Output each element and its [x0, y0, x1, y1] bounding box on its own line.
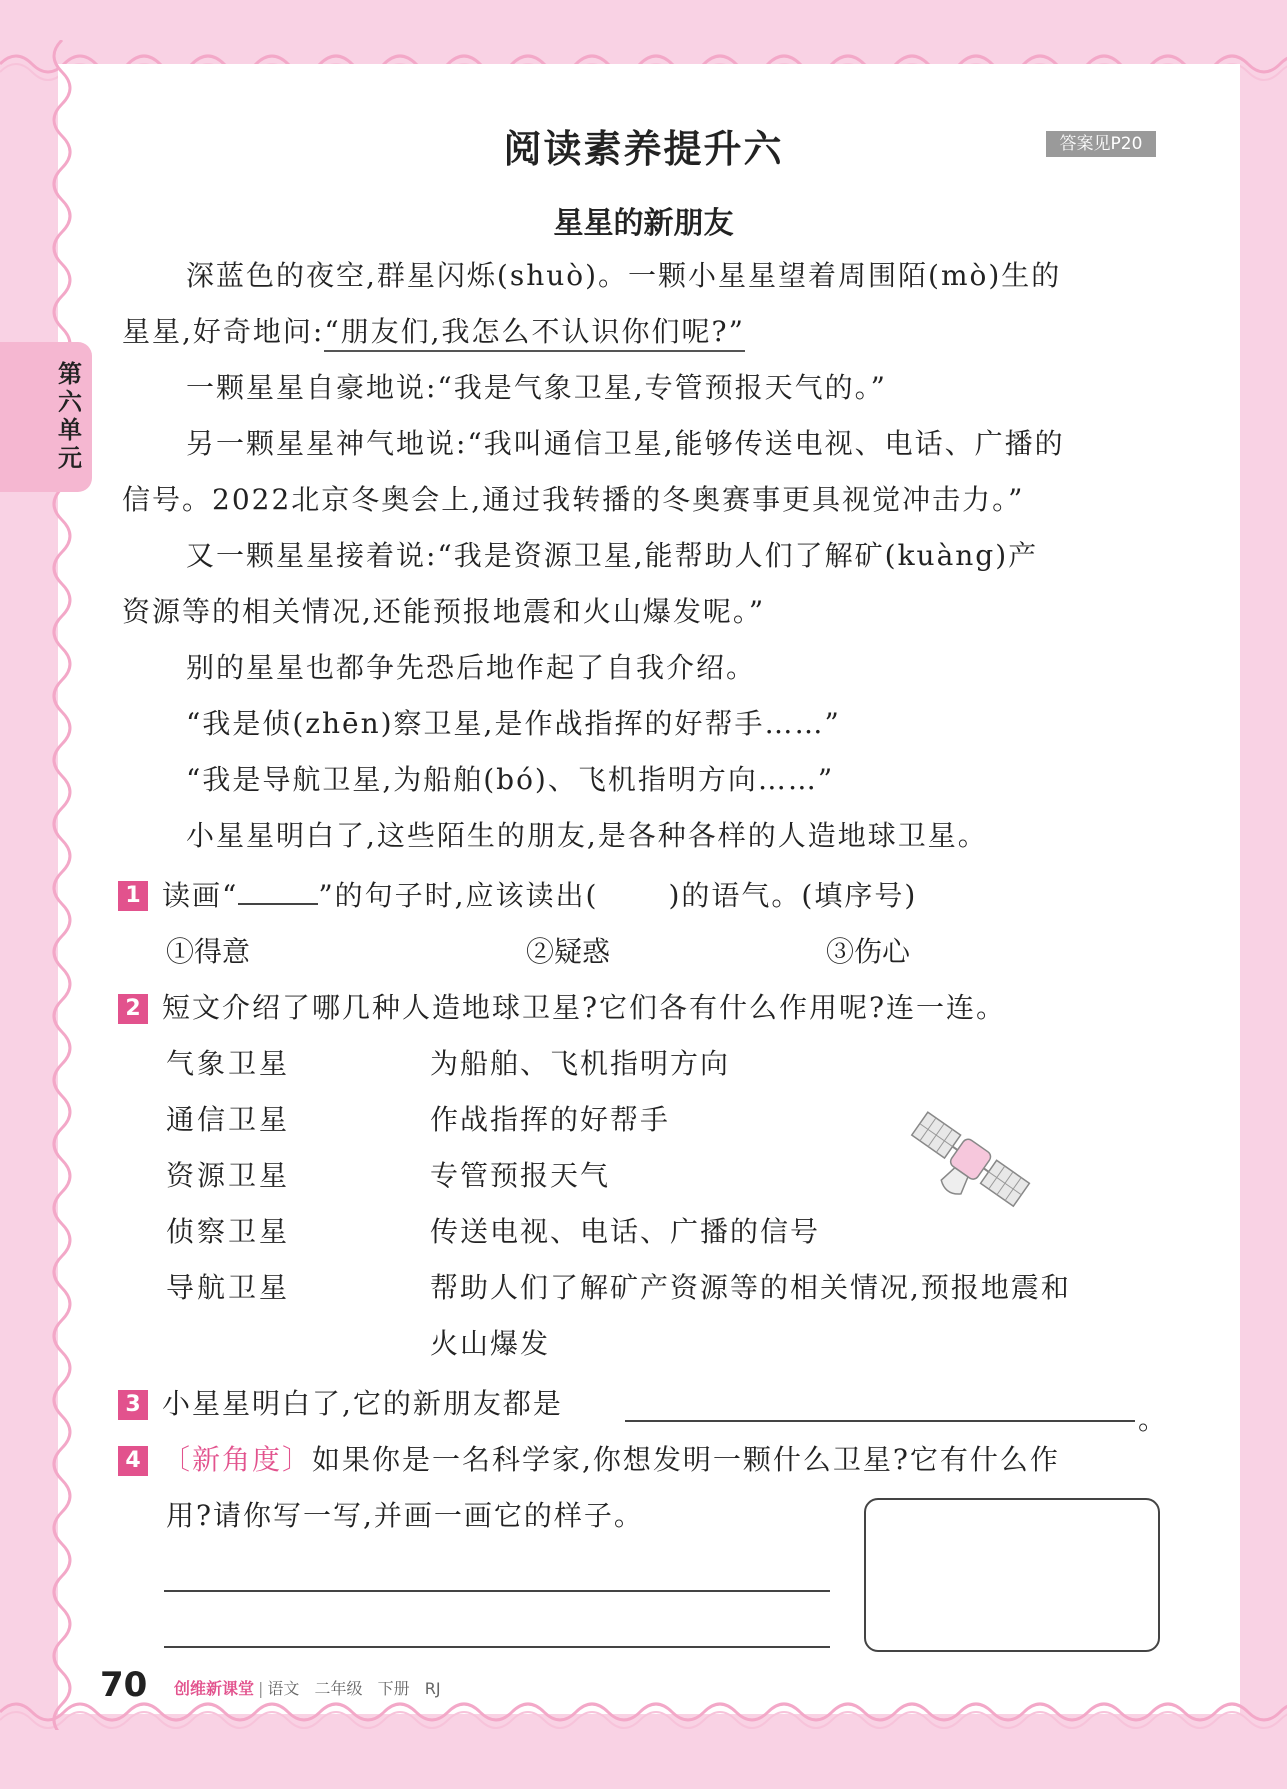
- passage-line-5: 信号。2022北京冬奥会上,通过我转播的冬奥赛事更具视觉冲击力。”: [122, 483, 1025, 516]
- question-4-number: 4: [118, 1446, 148, 1476]
- match-right-item[interactable]: 传送电视、电话、广播的信号: [430, 1215, 821, 1248]
- passage-line-1: 深蓝色的夜空,群星闪烁(shuò)。一颗小星星望着周围陌(mò)生的: [186, 259, 1062, 292]
- question-3-number: 3: [118, 1390, 148, 1420]
- match-right-item[interactable]: 为船舶、飞机指明方向: [430, 1047, 731, 1080]
- match-left-item[interactable]: 导航卫星: [166, 1271, 291, 1304]
- footer-brand: 创维新课堂: [174, 1679, 255, 1698]
- passage-line-8: 别的星星也都争先恐后地作起了自我介绍。: [186, 651, 757, 684]
- question-3-answer-line[interactable]: [625, 1420, 1135, 1422]
- question-3-text: 小星星明白了,它的新朋友都是: [162, 1387, 563, 1420]
- question-1-text: 读画“ ”的句子时,应该读出( )的语气。(填序号): [162, 879, 918, 912]
- question-2-number: 2: [118, 994, 148, 1024]
- passage-line-3: 一颗星星自豪地说:“我是气象卫星,专管预报天气的。”: [186, 371, 887, 404]
- question-4-writing-line-1[interactable]: [164, 1590, 830, 1592]
- answer-reference-badge: 答案见P20: [1046, 131, 1156, 157]
- question-3-end-mark: 。: [1138, 1403, 1167, 1436]
- footer-subject: 语文: [267, 1679, 300, 1698]
- question-1-option-1: ①得意: [166, 935, 251, 968]
- question-4-writing-line-2[interactable]: [164, 1646, 830, 1648]
- footer-volume: 下册: [377, 1679, 410, 1698]
- footer-edition: RJ: [424, 1679, 441, 1698]
- unit-side-tab: [0, 342, 92, 492]
- passage-line-2: 星星,好奇地问:“朋友们,我怎么不认识你们呢?”: [122, 312, 745, 352]
- new-angle-tag: 〔新角度〕: [162, 1443, 313, 1476]
- question-1-option-2: ②疑惑: [526, 935, 611, 968]
- left-wave-border: [40, 40, 80, 1730]
- match-right-item[interactable]: 作战指挥的好帮手: [430, 1103, 671, 1136]
- question-2-text: 短文介绍了哪几种人造地球卫星?它们各有什么作用呢?连一连。: [162, 991, 1007, 1024]
- underlined-sentence: “朋友们,我怎么不认识你们呢?”: [324, 315, 745, 352]
- passage-line-7: 资源等的相关情况,还能预报地震和火山爆发呢。”: [122, 595, 766, 628]
- passage-line-9: “我是侦(zhēn)察卫星,是作战指挥的好帮手……”: [186, 707, 841, 740]
- passage-line-4: 另一颗星星神气地说:“我叫通信卫星,能够传送电视、电话、广播的: [186, 427, 1065, 460]
- underline-sample: [238, 877, 318, 905]
- unit-tab-label: 第六单元: [58, 360, 82, 472]
- passage-line-11: 小星星明白了,这些陌生的朋友,是各种各样的人造地球卫星。: [186, 819, 988, 852]
- match-right-item[interactable]: 帮助人们了解矿产资源等的相关情况,预报地震和: [430, 1271, 1071, 1304]
- match-left-item[interactable]: 资源卫星: [166, 1159, 291, 1192]
- footer-info: 创维新课堂 | 语文 二年级 下册 RJ: [174, 1679, 441, 1698]
- passage-title: 星星的新朋友: [553, 206, 734, 241]
- question-4-text-line-2: 用?请你写一写,并画一画它的样子。: [166, 1499, 644, 1532]
- question-4-text: 〔新角度〕如果你是一名科学家,你想发明一颗什么卫星?它有什么作: [162, 1443, 1060, 1476]
- page-number: 70: [100, 1665, 148, 1705]
- page-title: 阅读素养提升六: [503, 127, 784, 171]
- match-left-item[interactable]: 气象卫星: [166, 1047, 291, 1080]
- match-right-item-continued: 火山爆发: [430, 1327, 551, 1360]
- passage-line-10: “我是导航卫星,为船舶(bó)、飞机指明方向……”: [186, 763, 835, 796]
- passage-line-6: 又一颗星星接着说:“我是资源卫星,能帮助人们了解矿(kuàng)产: [186, 539, 1039, 572]
- match-right-item[interactable]: 专管预报天气: [430, 1159, 611, 1192]
- match-left-item[interactable]: 侦察卫星: [166, 1215, 291, 1248]
- footer-grade: 二年级: [314, 1679, 363, 1698]
- question-1-number: 1: [118, 881, 148, 911]
- question-1-option-3: ③伤心: [826, 935, 911, 968]
- satellite-illustration: [900, 1095, 1040, 1225]
- match-left-item[interactable]: 通信卫星: [166, 1103, 291, 1136]
- question-4-drawing-box[interactable]: [864, 1498, 1160, 1652]
